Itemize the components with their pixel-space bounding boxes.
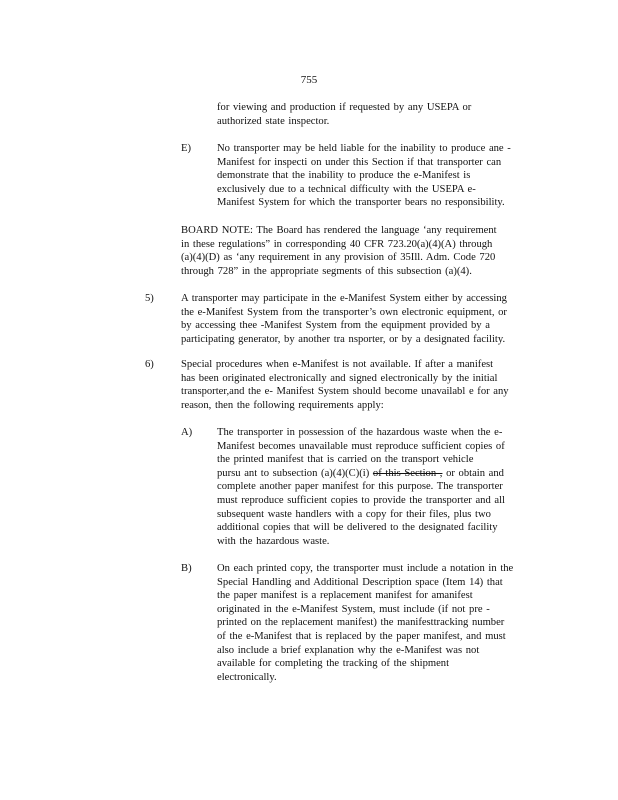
text-line: subsequent waste handlers with a copy for their files, plus two <box>217 508 491 520</box>
text-segment: pursu ant to subsection (a)(4)(C)(i) <box>217 467 373 479</box>
item-6-paragraph <box>181 358 541 412</box>
board-note-paragraph <box>181 224 531 278</box>
text-line: Manifest System for which the transporter bears no responsibility. <box>217 197 505 209</box>
text-line: electronically. <box>217 671 277 683</box>
text-line: originated in the e-Manifest System, must include (if not pre - <box>217 603 490 615</box>
text-line: (a)(4)(D) as ‘any requirement in any provision of 35Ill. Adm. Code 720 <box>181 252 496 264</box>
text-line: On each printed copy, the transporter must include a notation in the <box>217 563 514 574</box>
text-line: Special procedures when e-Manifest is not available. If after a manifest <box>181 359 494 370</box>
text-line: The transporter in possession of the hazardous waste when the e- <box>217 427 503 438</box>
item-marker-6b: B) <box>181 563 192 574</box>
text-line: No transporter may be held liable for the inability to produce ane - <box>217 143 511 154</box>
item-e-paragraph <box>217 142 539 210</box>
item-5-paragraph <box>181 292 541 346</box>
item-marker-e: E) <box>181 143 191 154</box>
item-6a-paragraph <box>217 426 539 548</box>
text-line: additional copies that will be delivered to the designated facility <box>217 522 498 534</box>
item-marker-5: 5) <box>145 293 154 304</box>
text-line: Special Handling and Additional Description space (Item 14) that <box>217 576 503 588</box>
text-line: available for completing the tracking of the shipment <box>217 658 450 670</box>
page-number: 755 <box>300 74 318 86</box>
text-line: with the hazardous waste. <box>217 535 330 547</box>
text-line-with-strike <box>217 467 539 481</box>
continuation-paragraph <box>217 101 533 128</box>
text-line: authorized state inspector. <box>217 115 330 127</box>
text-line: BOARD NOTE: The Board has rendered the language ‘any requirement <box>181 225 497 236</box>
struck-text: of this Section , <box>372 467 443 479</box>
text-line: must reproduce sufficient copies to provide the transporter and all <box>217 494 505 506</box>
text-line: by accessing thee -Manifest System from the equipment provided by a <box>181 320 490 332</box>
text-line: has been originated electronically and signed electronically by the initial <box>181 372 498 384</box>
text-line: printed on the replacement manifest) the manifesttracking number <box>217 617 505 629</box>
text-line: also include a brief explanation why the e-Manifest was not <box>217 644 480 656</box>
text-line: demonstrate that the inability to produce the e-Manifest is <box>217 170 471 182</box>
text-line: complete another paper manifest for this purpose. The transporter <box>217 481 503 493</box>
text-line: through 728” in the appropriate segments of this subsection (a)(4). <box>181 265 472 277</box>
text-segment: or obtain and <box>442 467 504 479</box>
text-line: in these regulations” in corresponding 40 CFR 723.20(a)(4)(A) through <box>181 238 493 250</box>
text-line: reason, then the following requirements apply: <box>181 399 384 411</box>
text-line: transporter,and the e- Manifest System should become unavailabl e for any <box>181 386 509 398</box>
item-6b-paragraph <box>217 562 541 684</box>
item-marker-6a: A) <box>181 427 193 438</box>
text-line: A transporter may participate in the e-Manifest System either by accessing <box>181 293 507 304</box>
text-line: the e-Manifest System from the transporter’s own electronic equipment, or <box>181 306 507 318</box>
text-line: Manifest becomes unavailable must reproduce sufficient copies of <box>217 440 505 452</box>
text-line: the paper manifest is a replacement manifest for amanifest <box>217 590 473 602</box>
text-line: exclusively due to a technical difficulty with the USEPA e- <box>217 183 476 195</box>
text-line: the printed manifest that is carried on the transport vehicle <box>217 454 474 466</box>
text-line: of the e-Manifest that is replaced by the paper manifest, and must <box>217 630 506 642</box>
text-line: for viewing and production if requested by any USEPA or <box>217 102 472 113</box>
text-line: Manifest for inspecti on under this Section if that transporter can <box>217 156 502 168</box>
item-marker-6: 6) <box>145 359 154 370</box>
text-line: participating generator, by another tra nsporter, or by a designated facility. <box>181 333 506 345</box>
